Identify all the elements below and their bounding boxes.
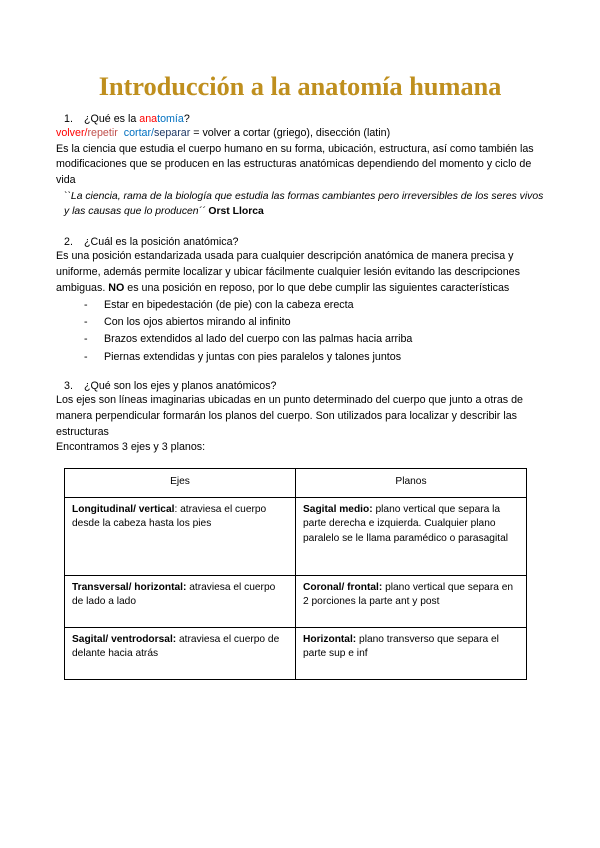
table-header-planos: Planos: [296, 469, 527, 497]
plano-description: plano transverso que separa el parte sup e inf: [303, 633, 499, 660]
question-1-word-part2: tomí: [157, 112, 178, 125]
table-row: [65, 497, 527, 575]
question-3-number: 3.: [64, 379, 73, 392]
question-1-word-part1: ana: [139, 112, 158, 125]
question-1-number: 1.: [64, 112, 73, 125]
section-2-paragraph-part1: Es una posición estandarizada usada para cualquier descripción anatómica de manera precisa y uniforme, además permite localizar y ubicar fácilmente cualquier lesión evitando las descripciones ambiguas.: [56, 250, 520, 294]
plano-description: plano vertical que separa la parte derecha e izquierda. Cualquier plano paralelo se le llama paramédico o parasagital: [303, 503, 508, 544]
table-cell-eje: [65, 627, 296, 679]
list-item: [56, 314, 544, 331]
eje-description: atraviesa el cuerpo de delante hacia atrás: [72, 633, 280, 660]
section-2-emphasis-no: NO: [108, 281, 125, 294]
eje-sep: :: [174, 503, 178, 515]
eje-term: Longitudinal/ vertical: [72, 503, 175, 515]
section-3-paragraph: Los ejes son líneas imaginarias ubicadas en un punto determinado del cuerpo que junto a otras de manera perpendicular formarán los planos del cuerpo. Son utilizados para localizar y describir las estructuras: [56, 394, 523, 438]
table-body: [65, 497, 527, 679]
question-3-text: ¿Qué son los ejes y planos anatómicos?: [84, 379, 277, 392]
plano-term: Coronal/ frontal:: [303, 581, 383, 593]
posicion-anatomica-list: [56, 297, 544, 366]
table-row: [65, 627, 527, 679]
spacer: [56, 220, 544, 235]
list-item: [56, 349, 544, 366]
table-cell-plano: [296, 627, 527, 679]
spacer: [56, 366, 544, 379]
eje-description: atraviesa el cuerpo desde la cabeza hasta los pies: [72, 503, 267, 530]
section-1-paragraph: Es la ciencia que estudia el cuerpo humano en su forma, ubicación, estructura, así como también las modificaciones que se producen en las estructuras anatómicas dependiendo del momento y ciclo de vida: [56, 142, 534, 186]
eje-description: atraviesa el cuerpo de lado a lado: [72, 581, 276, 608]
etymology-word-1: volver/: [56, 127, 88, 140]
question-2-number: 2.: [64, 235, 73, 248]
eje-term: Transversal/ horizontal:: [72, 581, 187, 593]
table-cell-plano: [296, 575, 527, 627]
question-2: [56, 235, 544, 249]
quote-text: ``La ciencia, rama de la biología que estudia las formas cambiantes pero irreversibles de los seres vivos y las causas que lo producen´´: [64, 190, 544, 218]
question-3: [56, 379, 544, 393]
question-1: [56, 112, 544, 126]
table-header-row: [65, 469, 527, 497]
eje-term: Sagital/ ventrodorsal:: [72, 633, 177, 645]
list-item-label: Piernas extendidas y juntas con pies paralelos y talones juntos: [104, 350, 402, 363]
list-item: [56, 331, 544, 348]
etymology-word-3: cortar/: [123, 127, 155, 140]
plano-description: plano vertical que separa en 2 porciones la parte ant y post: [303, 581, 514, 608]
bullet-marker: -: [84, 350, 88, 363]
question-1-suffix: ?: [183, 112, 190, 125]
etymology-translation: = volver a cortar (griego), disección (latin): [190, 127, 391, 140]
section-2-paragraph: [56, 249, 544, 296]
table-cell-eje: [65, 575, 296, 627]
etymology-word-4: separar: [154, 127, 191, 140]
bullet-marker: -: [84, 333, 88, 346]
ejes-planos-table: [64, 468, 527, 679]
plano-term: Horizontal:: [303, 633, 357, 645]
section-2-paragraph-part2: es una posición en reposo, por lo que debe cumplir las siguientes características: [124, 281, 510, 294]
section-3-paragraph-after: Encontramos 3 ejes y 3 planos:: [56, 441, 206, 454]
section-1-quote: [56, 189, 544, 220]
table-header-ejes: Ejes: [65, 469, 296, 497]
bullet-marker: -: [84, 315, 88, 328]
table-cell-plano: [296, 497, 527, 575]
bullet-marker: -: [84, 298, 88, 311]
plano-term: Sagital medio:: [303, 503, 373, 515]
list-item-label: Con los ojos abiertos mirando al infinito: [104, 315, 291, 328]
question-1-prefix: ¿Qué es la: [84, 112, 140, 125]
quote-author: Orst Llorca: [208, 206, 264, 218]
list-item-label: Estar en bipedestación (de pie) con la cabeza erecta: [104, 298, 354, 311]
list-item-label: Brazos extendidos al lado del cuerpo con las palmas hacia arriba: [104, 333, 413, 346]
page-title: Introducción a la anatomía humana: [98, 71, 502, 101]
table-head: [65, 469, 527, 497]
etymology-word-2: repetir: [87, 127, 118, 140]
etymology-line: [56, 126, 544, 142]
table-cell-eje: [65, 497, 296, 575]
table-row: [65, 575, 527, 627]
question-1-word-part3: a: [177, 112, 184, 125]
question-2-text: ¿Cuál es la posición anatómica?: [84, 235, 239, 248]
list-item: [56, 297, 544, 314]
